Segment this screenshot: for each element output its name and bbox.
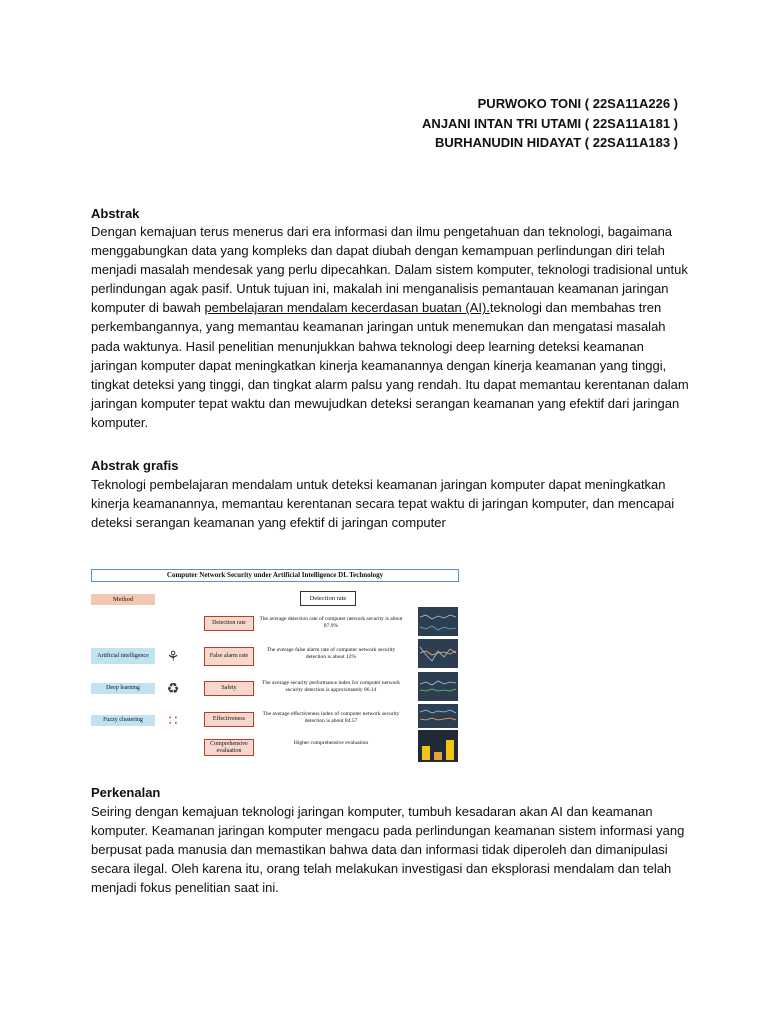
metric-false-alarm-rate: False alarm rate	[204, 647, 254, 666]
author-2: ANJANI INTAN TRI UTAMI ( 22SA11A181 )	[422, 115, 678, 131]
introduction-heading: Perkenalan	[91, 785, 161, 800]
deep-learning-icon: ♻	[166, 680, 180, 696]
metric-desc-safety: The average security performance index for computer network security detection is approximately 86.14	[262, 680, 400, 693]
metric-detection-rate: Detection rate	[204, 616, 254, 631]
brain-icon: ⚘	[166, 648, 180, 664]
author-1: PURWOKO TONI ( 22SA11A226 )	[477, 96, 678, 111]
graphical-abstract-heading: Abstrak grafis	[91, 458, 179, 473]
abstract-text-start: Dengan kemajuan terus menerus dari era informasi dan ilmu pengetahuan dan teknologi, bagaimana menggabungkan data yang kompleks dan dapat diubah dengan kemampuan perlindungan diri telah menjadi masalah mendesak yang perlu dipecahkan. Dalam sistem komputer, teknologi tradisional untuk perlindungan agak pasif. Untuk tujuan ini, makalah ini menganalisis pemantauan keamanan jaringan komputer di bawah	[91, 224, 688, 316]
metric-comprehensive-evaluation: Comprehensive evaluation	[204, 739, 254, 756]
metric-desc-false-alarm: The average false alarm rate of computer network security detection is about 12%	[266, 647, 396, 660]
abstract-heading: Abstrak	[91, 206, 140, 221]
false-alarm-chart-thumbnail	[418, 639, 458, 668]
bar-2	[434, 752, 442, 760]
metric-desc-detection-rate: The average detection rate of computer network security is about 87.9%	[259, 616, 403, 629]
author-list	[422, 94, 678, 153]
metric-desc-comprehensive: Higher comprehensive evaluation	[293, 740, 369, 746]
graphical-abstract-paragraph: Teknologi pembelajaran mendalam untuk deteksi keamanan jaringan komputer dapat meningkatkan kinerja keamanannya, memantau kerentanan secara tepat waktu di jaringan komputer, dan mencapai deteksi serangan keamanan yang efektif di jaringan computer	[91, 477, 675, 531]
cluster-icon: ∷	[168, 712, 178, 728]
metric-effectiveness: Effectiveness	[204, 712, 254, 727]
author-3: BURHANUDIN HIDAYAT ( 22SA11A183 )	[435, 135, 678, 150]
method-artificial-intelligence: Artificial intelligence	[91, 648, 155, 664]
figure-title: Computer Network Security under Artificial Intelligence DL Technology	[91, 569, 459, 582]
comprehensive-bar-thumbnail	[418, 730, 458, 762]
graphical-abstract-figure	[88, 566, 462, 766]
abstract-paragraph	[91, 222, 691, 432]
abstract-text-end: teknologi dan membahas tren perkembangannya, yang memantau keamanan jaringan untuk menemukan dan mengatasi masalah pada waktunya. Hasil penelitian menunjukkan bahwa teknologi deep learning deteksi keamanan jaringan komputer dapat meningkatkan kinerja keamanannya dengan kinerja keamanan yang tinggi, tingkat deteksi yang tinggi, dan tingkat alarm palsu yang rendah. Itu dapat memantau kerentanan dalam jaringan komputer tepat waktu dan mewujudkan deteksi serangan keamanan yang efektif dari jaringan komputer.	[91, 300, 689, 430]
introduction-paragraph: Seiring dengan kemajuan teknologi jaringan komputer, tumbuh kesadaran akan AI dan keamanan komputer. Keamanan jaringan komputer mengacu pada perlindungan keamanan sistem informasi yang berpusat pada manusia dan memastikan bahwa data dan informasi tidak diperoleh dan dimanipulasi secara ilegal. Oleh karena itu, orang telah melakukan investigasi dan eksplorasi mendalam dan telah menjadi fokus penelitian saat ini.	[91, 804, 685, 896]
metric-desc-effectiveness: The average effectiveness index of computer network security detection is about 84.57	[262, 711, 400, 724]
metric-safety: Safety	[204, 681, 254, 696]
method-fuzzy-clustering: Fuzzy clustering	[91, 715, 155, 726]
detection-rate-header: Detection rate	[300, 591, 356, 606]
method-label: Method	[91, 594, 155, 605]
effectiveness-chart-thumbnail	[418, 704, 458, 728]
bar-3	[446, 740, 454, 760]
bar-1	[422, 746, 430, 760]
safety-chart-thumbnail	[418, 672, 458, 701]
method-deep-learning: Deep learning	[91, 683, 155, 694]
abstract-link[interactable]: pembelajaran mendalam kecerdasan buatan (AI).	[204, 300, 490, 316]
detection-rate-chart-thumbnail	[418, 607, 458, 636]
